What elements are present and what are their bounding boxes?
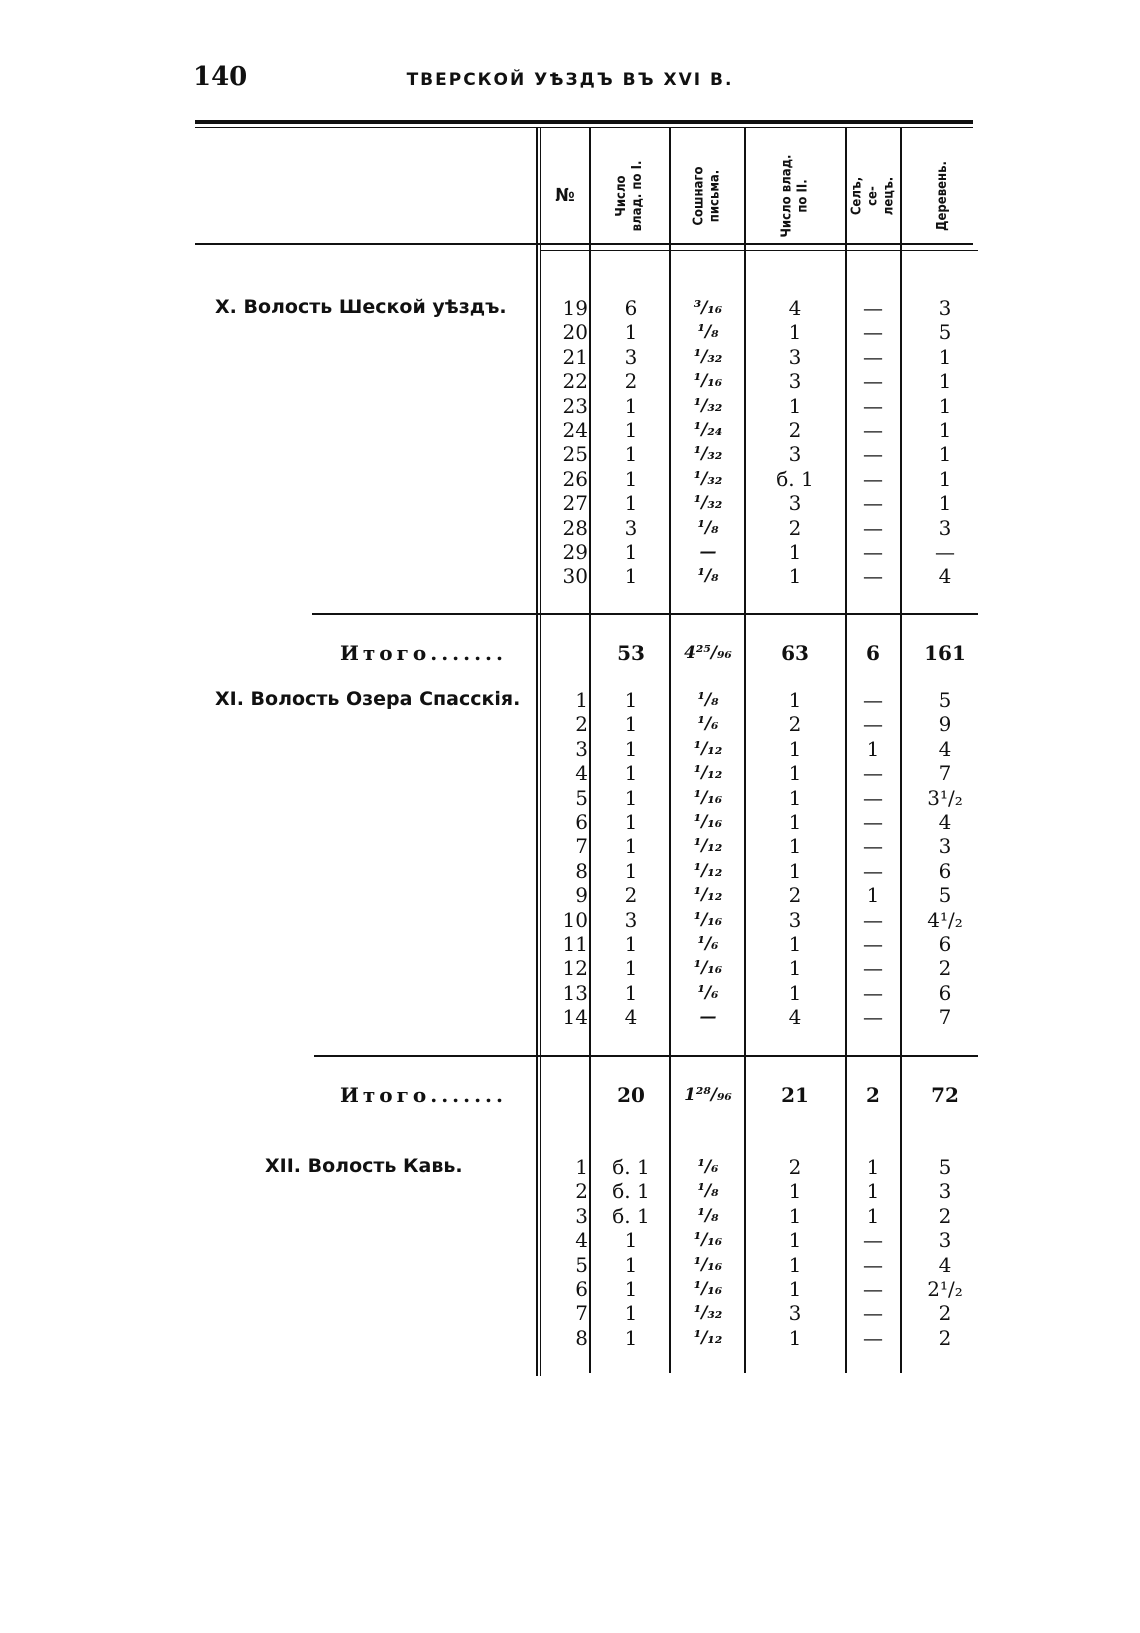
table-cell-de: 3: [938, 515, 952, 540]
total-label: Итого.......: [340, 641, 507, 665]
total-cell-de: 72: [931, 1083, 959, 1107]
table-cell-de: 7: [938, 1005, 952, 1030]
col-divider: [900, 128, 902, 1373]
table-cell-no: 5: [575, 1252, 588, 1277]
table-cell-o1: 6: [624, 296, 638, 320]
table-cell-se: —: [863, 810, 883, 834]
table-cell-de: 3: [938, 834, 952, 859]
table-cell-o1: 1: [624, 1252, 638, 1277]
table-cell-o2: 1: [788, 1228, 802, 1253]
table-cell-no: 26: [562, 466, 588, 491]
table-cell-de: 3¹/₂: [927, 785, 963, 810]
table-cell-no: 5: [575, 785, 588, 810]
table-cell-no: 7: [575, 1301, 588, 1326]
table-cell-o2: 2: [788, 515, 802, 540]
section-title: X. Волость Шеской уѣздъ.: [215, 296, 507, 318]
table-cell-so: ¹/₃₂: [693, 444, 723, 465]
table-cell-se: —: [863, 1228, 883, 1253]
table-cell-no: 3: [575, 1203, 588, 1228]
total-cell-o2: 63: [781, 641, 809, 665]
table-cell-de: 6: [938, 932, 952, 956]
table-cell-o2: 4: [788, 296, 802, 320]
table-cell-so: ¹/₆: [697, 714, 719, 735]
table-cell-so: ¹/₁₂: [693, 860, 723, 881]
table-cell-no: 9: [575, 883, 588, 908]
col-divider: [536, 128, 538, 1376]
table-cell-so: ¹/₁₆: [693, 1254, 723, 1275]
table-cell-de: 1: [938, 491, 952, 516]
table-cell-de: 2: [938, 956, 952, 981]
table-cell-de: 1: [938, 418, 952, 442]
table-cell-se: —: [863, 369, 883, 394]
table-cell-so: ¹/₈: [697, 566, 719, 587]
table-cell-o1: 1: [624, 466, 638, 491]
table-cell-so: ¹/₁₆: [693, 1230, 723, 1251]
table-cell-o2: 1: [788, 540, 802, 564]
table-cell-no: 29: [562, 540, 588, 564]
table-cell-so: ¹/₂₄: [693, 420, 723, 440]
section-title: XI. Волость Озера Спасскія.: [215, 688, 521, 710]
table-cell-so: ¹/₆: [697, 934, 719, 954]
table-cell-se: —: [863, 980, 883, 1005]
table-cell-o2: 1: [788, 320, 802, 345]
table-cell-no: 4: [575, 1228, 588, 1253]
table-cell-se: —: [863, 1277, 883, 1301]
table-cell-de: 4: [938, 564, 952, 589]
table-cell-so: ¹/₈: [697, 517, 719, 538]
table-cell-se: —: [863, 761, 883, 786]
table-cell-so: ¹/₁₆: [693, 958, 723, 979]
table-cell-de: 3: [938, 1228, 952, 1253]
table-cell-o1: б. 1: [612, 1155, 650, 1179]
table-cell-o1: 1: [624, 1325, 638, 1350]
table-cell-o2: 1: [788, 736, 802, 761]
table-cell-de: 7: [938, 761, 952, 786]
table-cell-o1: 1: [624, 1277, 638, 1301]
table-cell-o1: 1: [624, 418, 638, 442]
table-cell-se: —: [863, 296, 883, 320]
table-cell-se: —: [863, 344, 883, 369]
table-cell-o2: 1: [788, 1179, 802, 1204]
table-cell-so: ¹/₆: [697, 982, 719, 1003]
table-cell-o1: 4: [624, 1005, 638, 1030]
table-cell-so: ¹/₈: [697, 690, 719, 710]
table-cell-se: —: [863, 1301, 883, 1326]
table-cell-o2: 1: [788, 564, 802, 589]
table-cell-o2: 1: [788, 980, 802, 1005]
total-rule: [314, 1055, 978, 1057]
col-header-hamlets: Деревень.: [934, 160, 950, 231]
total-cell-so: 4²⁵/₉₆: [684, 643, 732, 663]
table-cell-no: 19: [562, 296, 588, 320]
table-cell-se: —: [863, 932, 883, 956]
table-cell-o2: 1: [788, 1325, 802, 1350]
table-cell-o1: 3: [624, 515, 638, 540]
table-cell-no: 20: [562, 320, 588, 345]
table-cell-o1: 1: [624, 980, 638, 1005]
total-cell-se: 6: [866, 641, 880, 665]
col-header-villages: Селъ, се- лецъ.: [849, 176, 897, 215]
table-cell-no: 30: [562, 564, 588, 589]
table-cell-no: 14: [562, 1005, 588, 1030]
table-cell-no: 25: [562, 442, 588, 467]
table-cell-o1: 1: [624, 393, 638, 418]
table-cell-se: —: [863, 688, 883, 712]
header-bottom-rule-2: [540, 250, 978, 251]
table-cell-o2: 3: [788, 491, 802, 516]
total-label: Итого.......: [340, 1083, 507, 1107]
table-cell-so: ¹/₆: [697, 1157, 719, 1177]
table-cell-de: 5: [938, 320, 952, 345]
section-title: XII. Волость Кавь.: [265, 1155, 463, 1177]
table-cell-so: ¹/₁₆: [693, 787, 723, 808]
table-cell-de: 1: [938, 466, 952, 491]
table-cell-o1: 3: [624, 344, 638, 369]
col-divider: [589, 128, 591, 1373]
table-cell-o2: 1: [788, 1277, 802, 1301]
table-cell-o2: 3: [788, 1301, 802, 1326]
table-cell-o2: 1: [788, 393, 802, 418]
table-cell-o2: 1: [788, 1252, 802, 1277]
table-cell-se: 1: [866, 1203, 880, 1228]
table-cell-o1: 1: [624, 858, 638, 883]
col-header-owners-1: Число влад. по I.: [614, 160, 645, 231]
total-cell-o1: 20: [617, 1083, 645, 1107]
table-cell-o1: 1: [624, 932, 638, 956]
table-cell-o1: б. 1: [612, 1203, 650, 1228]
table-cell-no: 4: [575, 761, 588, 786]
total-cell-o2: 21: [781, 1083, 809, 1107]
table-cell-no: 22: [562, 369, 588, 394]
table-cell-o1: 1: [624, 1301, 638, 1326]
page-number: 140: [193, 62, 248, 92]
table-cell-so: ¹/₈: [697, 322, 719, 343]
table-cell-de: 3: [938, 296, 952, 320]
table-cell-so: ¹/₈: [697, 1205, 719, 1226]
table-cell-de: 4: [938, 736, 952, 761]
table-cell-o2: 1: [788, 688, 802, 712]
table-cell-o2: б. 1: [776, 466, 814, 491]
table-cell-o1: 1: [624, 320, 638, 345]
table-cell-o2: 1: [788, 834, 802, 859]
table-cell-so: ¹/₁₂: [693, 885, 723, 906]
table-cell-se: 1: [866, 736, 880, 761]
table-cell-se: 1: [866, 1155, 880, 1179]
table-cell-o1: 1: [624, 540, 638, 564]
table-cell-o2: 3: [788, 907, 802, 932]
table-cell-o2: 1: [788, 761, 802, 786]
table-cell-no: 10: [562, 907, 588, 932]
running-head: ТВЕРСКОЙ УѢЗДЪ ВЪ XVI В.: [406, 70, 734, 90]
table-cell-so: ¹/₃₂: [693, 1303, 723, 1324]
table-cell-no: 27: [562, 491, 588, 516]
header-top-rule-thin: [195, 127, 973, 128]
table-cell-o1: 1: [624, 785, 638, 810]
table-cell-no: 13: [562, 980, 588, 1005]
table-cell-no: 6: [575, 810, 588, 834]
table-cell-se: —: [863, 393, 883, 418]
table-cell-o2: 3: [788, 369, 802, 394]
table-cell-se: 1: [866, 1179, 880, 1204]
header-top-rule: [195, 120, 973, 124]
table-cell-o2: 1: [788, 785, 802, 810]
total-cell-se: 2: [866, 1083, 880, 1107]
table-cell-no: 3: [575, 736, 588, 761]
table-cell-no: 1: [575, 688, 588, 712]
table-cell-o1: 1: [624, 491, 638, 516]
table-cell-de: 9: [938, 712, 952, 737]
table-cell-no: 24: [562, 418, 588, 442]
table-cell-se: —: [863, 907, 883, 932]
table-cell-o2: 2: [788, 418, 802, 442]
table-cell-no: 8: [575, 1325, 588, 1350]
table-cell-o2: 4: [788, 1005, 802, 1030]
table-cell-de: 2: [938, 1203, 952, 1228]
table-cell-se: —: [863, 834, 883, 859]
table-cell-o1: 1: [624, 761, 638, 786]
table-cell-o1: 1: [624, 1228, 638, 1253]
table-cell-so: ¹/₃₂: [693, 346, 723, 367]
table-cell-so: ¹/₁₂: [693, 1327, 723, 1348]
table-cell-no: 8: [575, 858, 588, 883]
table-cell-so: ¹/₁₆: [693, 909, 723, 930]
table-cell-o1: 1: [624, 564, 638, 589]
col-divider: [845, 128, 847, 1373]
table-cell-de: 6: [938, 858, 952, 883]
table-cell-so: ¹/₁₂: [693, 836, 723, 857]
table-cell-se: 1: [866, 883, 880, 908]
table-cell-o2: 2: [788, 1155, 802, 1179]
table-cell-o1: 1: [624, 810, 638, 834]
table-cell-de: 3: [938, 1179, 952, 1204]
table-cell-se: —: [863, 540, 883, 564]
table-cell-so: —: [699, 1007, 717, 1028]
table-cell-so: ¹/₁₂: [693, 763, 723, 784]
table-cell-de: 1: [938, 344, 952, 369]
col-header-sokha: Сошнаго письма.: [691, 165, 723, 226]
table-cell-de: 5: [938, 688, 952, 712]
table-cell-de: 4: [938, 810, 952, 834]
table-cell-o2: 2: [788, 712, 802, 737]
table-cell-o2: 1: [788, 932, 802, 956]
total-cell-de: 161: [924, 641, 966, 665]
table-cell-so: ¹/₁₂: [693, 738, 723, 759]
table-cell-no: 23: [562, 393, 588, 418]
table-cell-se: —: [863, 785, 883, 810]
table-cell-o1: 1: [624, 442, 638, 467]
table-cell-o2: 1: [788, 810, 802, 834]
col-header-owners-2: Число влад. по II.: [779, 154, 811, 238]
table-cell-de: —: [935, 540, 955, 564]
table-cell-se: —: [863, 466, 883, 491]
table-cell-se: —: [863, 320, 883, 345]
table-cell-o1: 2: [624, 369, 638, 394]
table-cell-se: —: [863, 1325, 883, 1350]
table-cell-o1: 1: [624, 712, 638, 737]
table-cell-o2: 2: [788, 883, 802, 908]
table-cell-o1: 1: [624, 834, 638, 859]
table-cell-o2: 1: [788, 1203, 802, 1228]
table-cell-o1: 1: [624, 956, 638, 981]
table-cell-so: ¹/₃₂: [693, 468, 723, 489]
table-cell-se: —: [863, 858, 883, 883]
table-cell-no: 28: [562, 515, 588, 540]
table-cell-o1: 1: [624, 688, 638, 712]
table-cell-o1: б. 1: [612, 1179, 650, 1204]
table-cell-so: ¹/₁₆: [693, 371, 723, 392]
table-cell-de: 4: [938, 1252, 952, 1277]
table-cell-so: ¹/₁₆: [693, 812, 723, 832]
table-cell-de: 2: [938, 1301, 952, 1326]
total-cell-o1: 53: [617, 641, 645, 665]
col-header-no: №: [555, 184, 575, 206]
table-cell-o1: 2: [624, 883, 638, 908]
table-cell-no: 2: [575, 1179, 588, 1204]
table-cell-no: 2: [575, 712, 588, 737]
table-cell-de: 1: [938, 442, 952, 467]
table-cell-se: —: [863, 418, 883, 442]
total-cell-so: 1²⁸/₉₆: [684, 1085, 732, 1105]
table-cell-so: ¹/₈: [697, 1181, 719, 1202]
table-cell-o2: 3: [788, 442, 802, 467]
table-cell-o1: 1: [624, 736, 638, 761]
table-cell-o2: 1: [788, 858, 802, 883]
table-cell-de: 1: [938, 393, 952, 418]
table-cell-se: —: [863, 956, 883, 981]
table-cell-de: 6: [938, 980, 952, 1005]
table-cell-o1: 3: [624, 907, 638, 932]
table-cell-no: 7: [575, 834, 588, 859]
table-cell-so: ³/₁₆: [693, 298, 723, 318]
table-cell-de: 4¹/₂: [927, 907, 963, 932]
header-bottom-rule: [195, 243, 973, 245]
table-cell-no: 6: [575, 1277, 588, 1301]
table-cell-no: 21: [562, 344, 588, 369]
table-cell-se: —: [863, 442, 883, 467]
table-cell-so: ¹/₃₂: [693, 493, 723, 514]
table-cell-no: 12: [562, 956, 588, 981]
table-cell-de: 2¹/₂: [927, 1277, 963, 1301]
table-cell-so: —: [699, 542, 717, 562]
table-cell-so: ¹/₁₆: [693, 1279, 723, 1299]
table-cell-no: 11: [562, 932, 588, 956]
table-cell-se: —: [863, 1005, 883, 1030]
table-cell-de: 5: [938, 883, 952, 908]
table-cell-so: ¹/₃₂: [693, 395, 723, 416]
table-cell-se: —: [863, 515, 883, 540]
table-cell-de: 1: [938, 369, 952, 394]
table-cell-se: —: [863, 491, 883, 516]
table-cell-no: 1: [575, 1155, 588, 1179]
table-cell-se: —: [863, 1252, 883, 1277]
total-rule: [312, 613, 978, 615]
table-cell-se: —: [863, 564, 883, 589]
table-cell-o2: 1: [788, 956, 802, 981]
table-cell-o2: 3: [788, 344, 802, 369]
table-cell-de: 5: [938, 1155, 952, 1179]
table-cell-de: 2: [938, 1325, 952, 1350]
table-cell-se: —: [863, 712, 883, 737]
